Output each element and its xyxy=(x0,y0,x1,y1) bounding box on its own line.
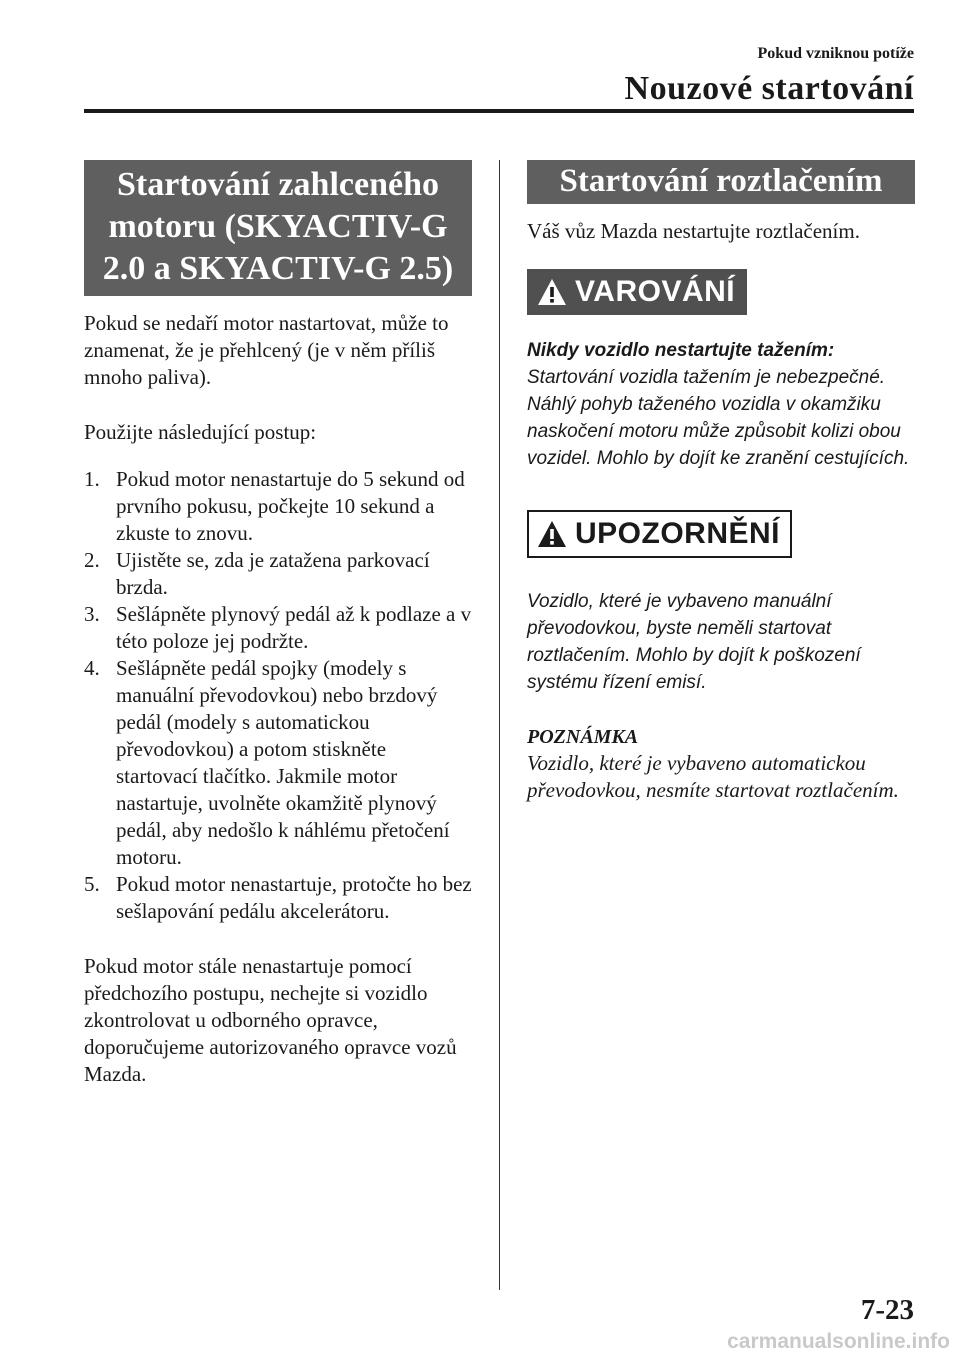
push-start-intro: Váš vůz Mazda nestartujte roztlačením. xyxy=(527,219,860,243)
push-start-title: Startování roztlačením xyxy=(527,160,915,204)
watermark: carmanualsonline.info xyxy=(727,1330,950,1353)
warning-label: VAROVÁNÍ xyxy=(575,275,736,308)
note-text: Vozidlo, které je vybaveno automatickou převodovkou, nesmíte startovat roztlačením. xyxy=(527,751,899,802)
step-number: 3. xyxy=(84,602,100,626)
step-text: Pokud motor nenastartuje do 5 sekund od prvního pokusu, počkejte 10 sekund a zkuste to znovu. xyxy=(116,467,465,545)
caution-text: Vozidlo, které je vybaveno manuální převodovkou, byste neměli startovat roztlačením. Mohlo by dojít k poškození systému řízení emisí. xyxy=(527,591,861,693)
step-number: 4. xyxy=(84,656,100,680)
page-number: 7-23 xyxy=(860,1294,914,1326)
list-item xyxy=(84,601,472,655)
caution-block xyxy=(527,510,915,558)
flooded-intro: Pokud se nedaří motor nastartovat, může to znamenat, že je přehlcený (je v něm příliš mnoho paliva). xyxy=(84,311,449,389)
step-number: 5. xyxy=(84,872,100,896)
warning-triangle-icon xyxy=(537,278,567,306)
step-text: Pokud motor nenastartuje, protočte ho bez sešlapování pedálu akcelerátoru. xyxy=(116,872,472,923)
flooded-engine-title: Startování zahlceného motoru (SKYACTIV-G 2.0 a SKYACTIV-G 2.5) xyxy=(84,160,472,296)
steps-list xyxy=(84,466,472,925)
step-text: Ujistěte se, zda je zatažena parkovací brzda. xyxy=(116,548,430,599)
caution-badge xyxy=(527,510,792,558)
step-number: 2. xyxy=(84,548,100,572)
warning-block xyxy=(527,269,915,315)
note-heading: POZNÁMKA xyxy=(527,726,639,748)
warning-badge xyxy=(527,269,747,315)
left-column xyxy=(84,160,472,1088)
procedure-intro: Použijte následující postup: xyxy=(84,420,317,444)
right-column xyxy=(527,160,915,804)
list-item xyxy=(84,547,472,601)
step-text: Sešlápněte plynový pedál až k podlaze a v této poloze jej podržte. xyxy=(116,602,472,653)
caution-label: UPOZORNĚNÍ xyxy=(575,517,781,550)
section-title: Nouzové startování xyxy=(624,70,914,107)
list-item xyxy=(84,655,472,871)
warning-text: Startování vozidla tažením je nebezpečné. Náhlý pohyb taženého vozidla v okamžiku naskočení motoru může způsobit kolizi obou vozidel. Mohlo by dojít ke zranění cestujících. xyxy=(527,367,910,469)
warning-heading: Nikdy vozidlo nestartujte tažením: xyxy=(527,340,835,361)
step-text: Sešlápněte pedál spojky (modely s manuální převodovkou) nebo brzdový pedál (modely s automatickou převodovkou) a potom stiskněte startovací tlačítko. Jakmile motor nastartuje, uvolněte okamžitě plynový pedál, aby nedošlo k náhlému přetočení motoru. xyxy=(116,656,450,869)
column-divider xyxy=(499,160,500,1290)
warning-triangle-icon xyxy=(537,520,567,548)
list-item xyxy=(84,871,472,925)
page-header xyxy=(625,44,914,110)
list-item xyxy=(84,466,472,547)
closing-paragraph: Pokud motor stále nenastartuje pomocí předchozího postupu, nechejte si vozidlo zkontrolovat u odborného opravce, doporučujeme autorizovaného opravce vozů Mazda. xyxy=(84,954,457,1086)
step-number: 1. xyxy=(84,467,100,491)
header-rule xyxy=(84,109,914,113)
chapter-title: Pokud vzniknou potíže xyxy=(757,45,914,62)
